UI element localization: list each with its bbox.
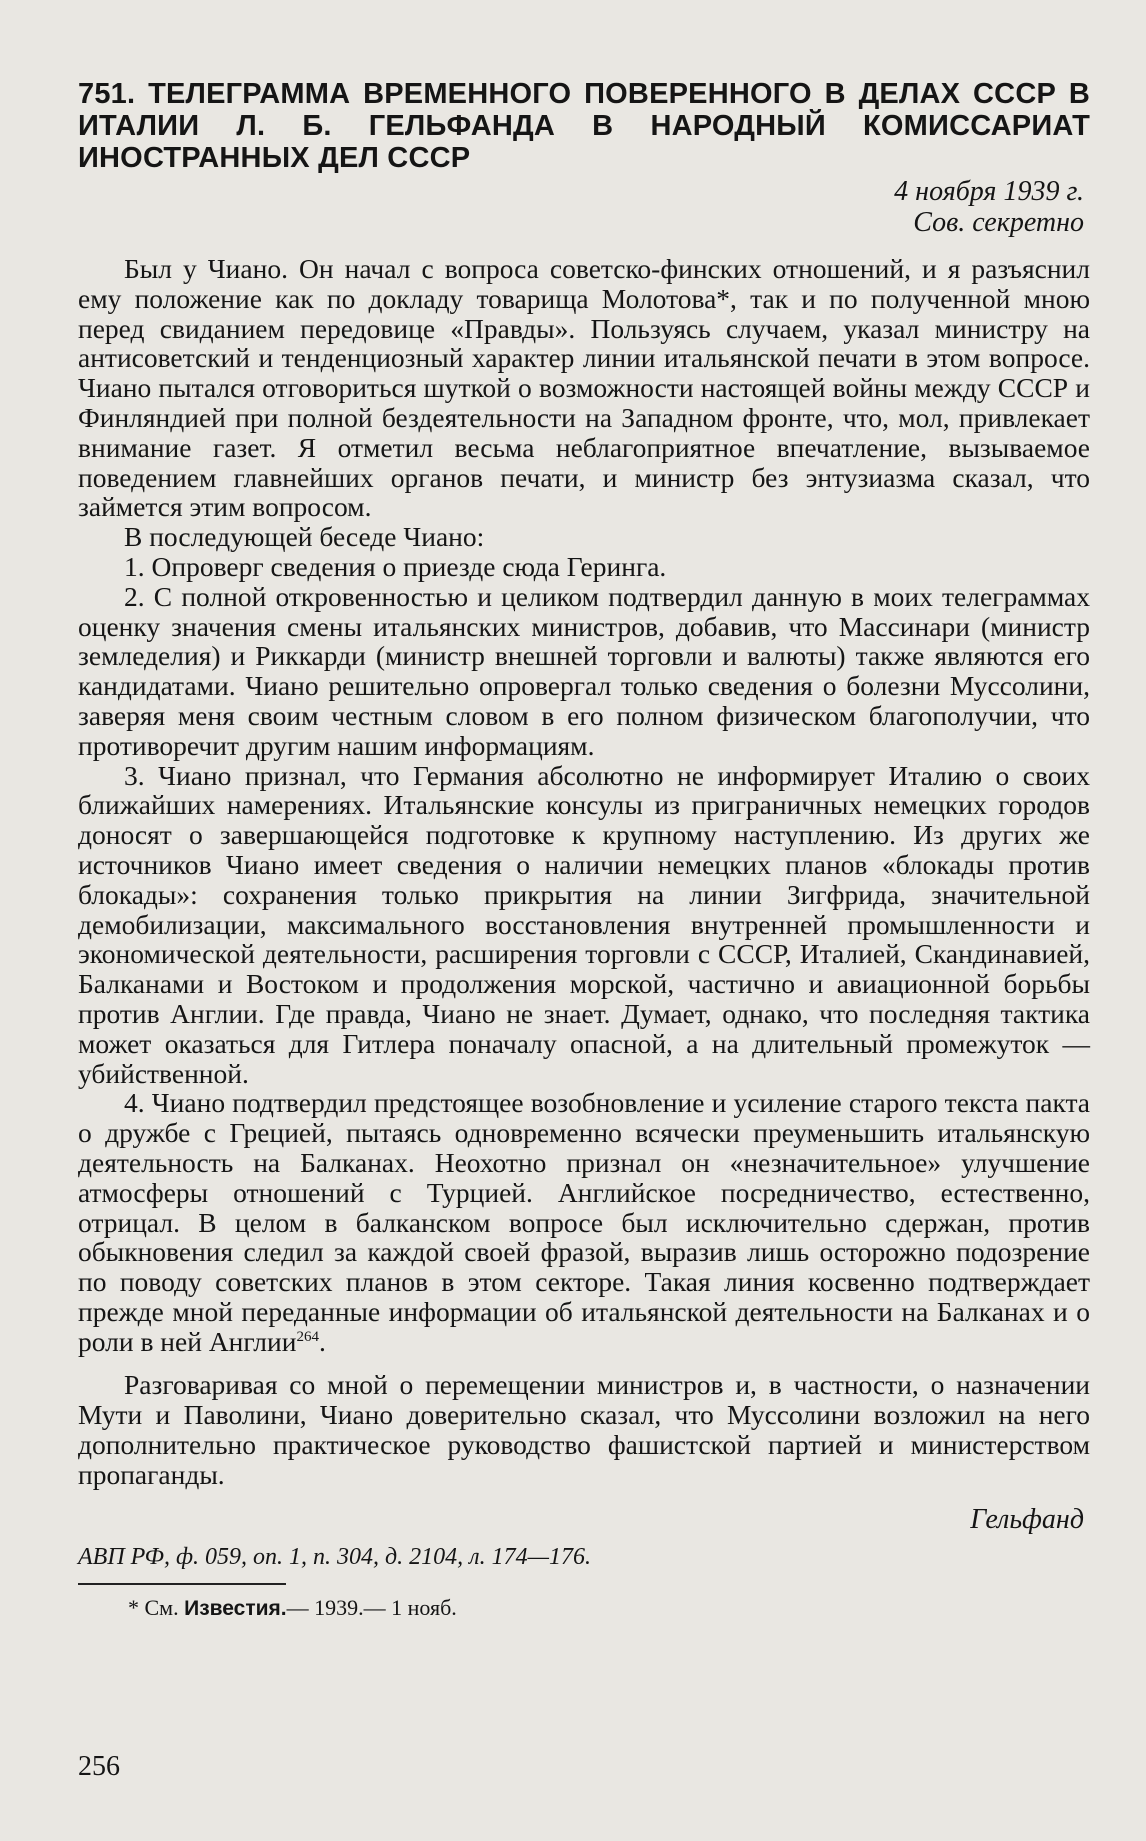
paragraph-point-4-text: 4. Чиано подтвердил предстоящее возобновление и усиление старого текста пакта о дружбе с Грецией, пытаясь одновременно всячески преуменьшить итальянскую деятельность на Балканах. Неохотно признал он «незначительное» улучшение атмосферы отношений с Турцией. Английское посредничество, естественно, отрицал. В целом в балканском вопросе был исключительно сдержан, против обыкновения следил за каждой своей фразой, выразив лишь осторожно подозрение по поводу советских планов в этом секторе. Такая линия косвенно подтверждает прежде мной переданные информации об итальянской деятельности на Балканах и о роли в ней Англии — [78, 1087, 1090, 1357]
paragraph-closing: Разговаривая со мной о перемещении министров и, в частности, о назначении Мути и Паволини, Чиано доверительно сказал, что Муссолини возложил на него дополнительно практическое руководство фашистской партией и министерством пропаганды. — [78, 1369, 1090, 1490]
page-number: 256 — [78, 1751, 120, 1782]
paragraph-point-4: 4. Чиано подтвердил предстоящее возобновление и усиление старого текста пакта о дружбе с Грецией, пытаясь одновременно всячески преуменьшить итальянскую деятельность на Балканах. Неохотно признал он «незначительное» улучшение атмосферы отношений с Турцией. Английское посредничество, естественно, отрицал. В целом в балканском вопросе был исключительно сдержан, против обыкновения следил за каждой своей фразой, выразив лишь осторожно подозрение по поводу советских планов в этом секторе. Такая линия косвенно подтверждает прежде мной переданные информации об итальянской деятельности на Балканах и о роли в ней Англии$^{264}$. — [78, 1087, 1090, 1357]
footnote-divider — [78, 1583, 286, 1585]
footnote — [128, 1595, 1090, 1622]
document-body — [78, 78, 1090, 1622]
footnote-details: — 1939.— 1 нояб. — [286, 1594, 457, 1620]
paragraph-lead-in: В последующей беседе Чиано: — [124, 521, 485, 553]
paragraph-point-2: 2. С полной откровенностью и целиком подтвердил данную в моих телеграммах оценку значения смены итальянских министров, добавив, что Массинари (министр земледелия) и Риккарди (министр внешней торговли и валюты) также являются его кандидатами. Чиано решительно опровергал только сведения о болезни Муссолини, заверяя меня своим честным словом в его полном физическом благополучии, что противоречит другим нашим информациям. — [78, 580, 1090, 761]
document-heading: 751. ТЕЛЕГРАММА ВРЕМЕННОГО ПОВЕРЕННОГО В ДЕЛАХ СССР В ИТАЛИИ Л. Б. ГЕЛЬФАНДА В НАРОДНЫЙ КОМИССАРИАТ ИНОСТРАННЫХ ДЕЛ СССР — [78, 78, 1090, 174]
footnote-source: Известия. — [184, 1596, 287, 1620]
signature: Гельфанд — [970, 1503, 1084, 1535]
footnote-marker: * — [128, 1594, 139, 1620]
paragraph-point-1: 1. Опроверг сведения о приезде сюда Геринга. — [124, 550, 667, 582]
footnote-reference: 264 — [296, 1328, 319, 1345]
footnote-prefix: См. — [144, 1594, 179, 1620]
classification-label: Сов. секретно — [913, 207, 1084, 238]
paragraph-intro: Был у Чиано. Он начал с вопроса советско-финских отношений, и я разъяснил ему положение как по докладу товарища Молотова*, так и по полученной мною перед свиданием передовице «Правды». Пользуясь случаем, указал министру на антисоветский и тенденциозный характер линии итальянской печати в этом вопросе. Чиано пытался отговориться шуткой о возможности настоящей войны между СССР и Финляндией при полной бездеятельности на Западном фронте, что, мол, привлекает внимание газет. Я отметил весьма неблагоприятное впечатление, вызываемое поведением главнейших органов печати, и министр без энтузиазма сказал, что займется этим вопросом. — [78, 253, 1090, 523]
telegram-text — [78, 254, 1090, 1490]
document-date: 4 ноября 1939 г. — [894, 176, 1084, 207]
paragraph-point-3: 3. Чиано признал, что Германия абсолютно не информирует Италию о своих ближайших намерениях. Итальянские консулы из приграничных немецких городов доносят о завершающейся подготовке к крупному наступлению. Из других же источников Чиано имеет сведения о наличии немецких планов «блокады против блокады»: сохранения только прикрытия на линии Зигфрида, значительной демобилизации, максимального восстановления внутренней промышленности и экономической деятельности, расширения торговли с СССР, Италией, Скандинавией, Балканами и Востоком и продолжения морской, частично и авиационной борьбы против Англии. Где правда, Чиано не знает. Думает, однако, что последняя тактика может оказаться для Гитлера поначалу опасной, а на длительный промежуток — убийственной. — [78, 759, 1090, 1089]
archive-reference: АВП РФ, ф. 059, оп. 1, п. 304, д. 2104, л. 174—176. — [78, 1543, 591, 1570]
